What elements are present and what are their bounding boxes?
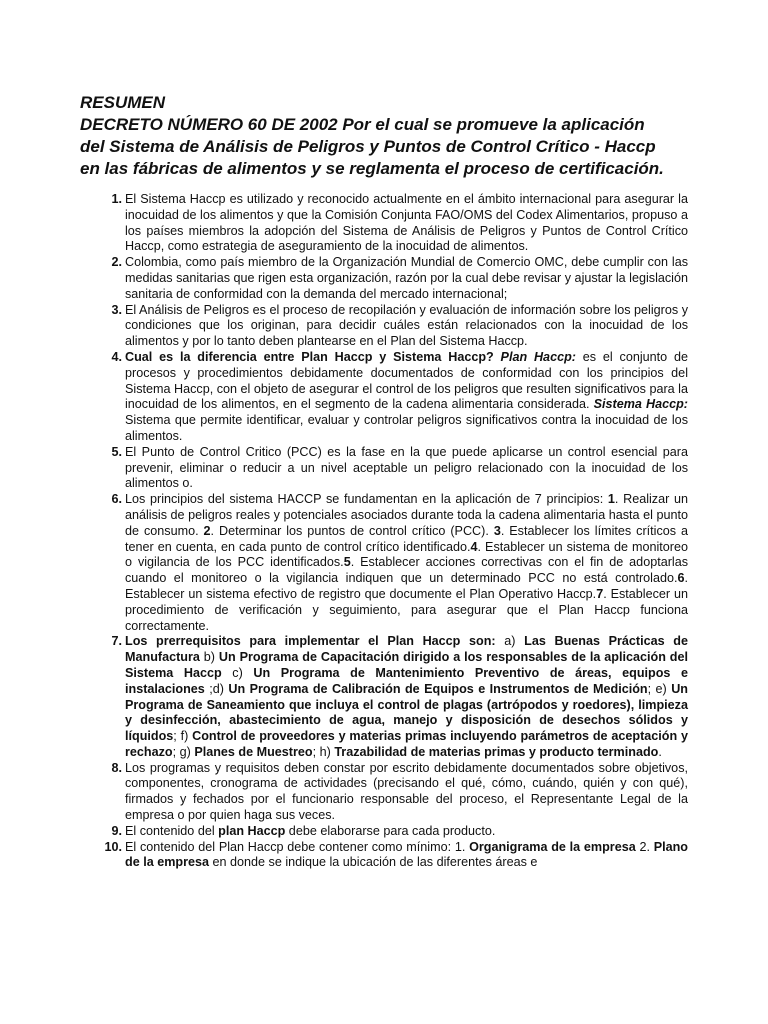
item-number: 9. (111, 823, 122, 838)
prerequisite-h: Trazabilidad de materias primas y producto terminado (334, 744, 659, 759)
principle-number: 3 (493, 523, 501, 538)
title-line-4: en las fábricas de alimentos y se reglamenta el proceso de certificación. (80, 159, 664, 178)
item-text-post: en donde se indique la ubicación de las diferentes áreas e (209, 855, 538, 870)
list-item-5 (80, 445, 688, 492)
item-number: 5. (111, 444, 122, 459)
prerequisite-f: Control de proveedores y materias primas incluyendo parámetros de aceptación y rechazo (125, 729, 688, 759)
list-item-4 (80, 350, 688, 445)
principle-number: 5 (343, 555, 351, 570)
prerequisite-g: Planes de Muestreo (194, 744, 313, 759)
list-item-3 (80, 303, 688, 350)
item-end: . (658, 744, 662, 759)
document-page (80, 92, 688, 871)
item-text: El Punto de Control Critico (PCC) es la fase en la que puede aplicarse un control esencial para prevenir, eliminar o reducir a un nivel aceptable un peligro relacionado con la inocuidad de los alimentos o. (125, 444, 688, 491)
item-number: 1. (111, 192, 122, 206)
item-text-pre: El contenido del (125, 823, 219, 838)
principle-number: 2 (203, 523, 211, 538)
list-item-7 (80, 634, 688, 760)
list-item-9 (80, 824, 688, 840)
item-text: El Sistema Haccp es utilizado y reconocido actualmente en el ámbito internacional para asegurar la inocuidad de los alimentos y que la Comisión Conjunta FAO/OMS del Codex Alimentarios, propuso a los países miembros la adopción del Sistema de Análisis de Peligros y Puntos de Control Crítico Haccp, como estrategia de aseguramiento de la inocuidad de alimentos. (125, 192, 688, 254)
item-text-post: debe elaborarse para cada producto. (285, 823, 496, 838)
item-number: 8. (111, 760, 122, 775)
prerequisite-d: Un Programa de Calibración de Equipos e Instrumentos de Medición (228, 681, 648, 696)
term-plan-haccp: Plan Haccp: (500, 349, 576, 364)
item-text: El Análisis de Peligros es el proceso de recopilación y evaluación de información sobre los peligros y condiciones que los originan, para decidir cuáles están relacionados con la inocuidad de los alimentos y por lo tanto deben plantearse en el Plan del Sistema Haccp. (125, 302, 688, 349)
principle-text: . Realizar un análisis de peligros reales y potenciales asociados durante toda la cadena alimentaria hasta el punto de consumo. (125, 492, 689, 538)
prerequisite-c: Un Programa de Mantenimiento Preventivo de áreas, equipos e instalaciones (125, 665, 688, 696)
principle-text: . Establecer un sistema efectivo de registro que documente el Plan Operativo Haccp. (125, 571, 688, 601)
item-number: 6. (111, 492, 122, 507)
principle-text: . Establecer un procedimiento de verificación y seguimiento, para asegurar que el Plan Haccp funciona correctamente. (125, 586, 688, 633)
principle-number: 1 (607, 492, 615, 507)
title-line-3: del Sistema de Análisis de Peligros y Puntos de Control Crítico - Haccp (80, 137, 656, 156)
title-line-1: RESUMEN (80, 93, 166, 112)
item-question: Cual es la diferencia entre Plan Haccp y Sistema Haccp? (125, 349, 494, 364)
numbered-list (80, 192, 688, 871)
enum-label: c) (221, 665, 254, 680)
item-text: Colombia, como país miembro de la Organización Mundial de Comercio OMC, debe cumplir con las medidas sanitarias que rigen esta organización, razón por la cual debe revisar y ajustar la legislación sanitaria de conformidad con la demanda del mercado internacional; (125, 255, 688, 301)
enum-label: ; e) (647, 681, 672, 696)
principle-number: 7 (596, 586, 604, 601)
document-title (80, 92, 688, 180)
principle-text: . Establecer un sistema de monitoreo o vigilancia de los PCC identificados. (125, 539, 688, 570)
title-line-2: DECRETO NÚMERO 60 DE 2002 Por el cual se promueve la aplicación (80, 115, 645, 134)
item-text-pre: El contenido del Plan Haccp debe contener como mínimo: 1. (125, 839, 470, 854)
definition-plan-haccp: es el conjunto de procesos y procedimientos debidamente documentados de conformidad con los principios del Sistema Haccp, con el objeto de asegurar el control de los peligros que resulten significativos para la inocuidad de los alimentos, en el segmento de la cadena alimentaria considerada. (125, 349, 688, 412)
item-text: Los programas y requisitos deben constar por escrito debidamente documentados sobre objetivos, componentes, cronograma de actividades (precisando el qué, cómo, cuándo, quién y con qué), firmados y fechados por el funcionario responsable del proceso, el Representante Legal de la empresa o por quien haga sus veces. (125, 760, 688, 823)
prerequisite-b: Un Programa de Capacitación dirigido a los responsables de la aplicación del Sistema Haccp (125, 650, 688, 680)
principle-text: . Establecer acciones correctivas con el fin de adoptarlas cuando el monitoreo o la vigilancia indiquen que un determinado PCC no está controlado. (125, 555, 688, 586)
principles-intro: Los principios del sistema HACCP se fundamentan en la aplicación de 7 principios: (125, 492, 608, 507)
list-item-2 (80, 255, 688, 302)
item-number: 3. (111, 302, 122, 317)
list-item-10 (80, 840, 688, 872)
principle-number: 4 (470, 539, 478, 554)
list-item-8 (80, 761, 688, 824)
enum-label: b) (199, 650, 219, 665)
enum-label: ; g) (172, 744, 195, 759)
item-text-bold: plan Haccp (218, 823, 286, 838)
enum-label: a) (495, 634, 525, 649)
principle-number: 6 (677, 571, 685, 586)
enum-label: ; f) (173, 729, 193, 744)
item-number: 7. (111, 634, 122, 649)
content-organigrama: Organigrama de la empresa (469, 839, 636, 854)
prerequisites-lead: Los prerrequisitos para implementar el Plan Haccp son: (125, 634, 496, 649)
principle-text: . Establecer los límites críticos a tener en cuenta, en cada punto de control crítico identificado. (125, 523, 689, 554)
item-number: 4. (111, 349, 122, 364)
definition-sistema-haccp: Sistema que permite identificar, evaluar y controlar peligros significativos contra la inocuidad de los alimentos. (125, 413, 688, 443)
prerequisite-a: Las Buenas Prácticas de Manufactura (125, 634, 688, 665)
item-number: 2. (111, 255, 122, 270)
content-plano: Plano de la empresa (125, 839, 688, 870)
term-sistema-haccp: Sistema Haccp: (593, 397, 688, 412)
principle-text: . Determinar los puntos de control crítico (PCC). (210, 523, 494, 538)
enum-label: ;d) (204, 681, 229, 696)
prerequisite-e: Un Programa de Saneamiento que incluya el control de plagas (artrópodos y roedores), limpieza y desinfección, abastecimiento de agua, manejo y disposición de desechos sólidos y líquidos (125, 681, 688, 744)
list-item-1 (80, 192, 688, 255)
enum-label: ; h) (312, 744, 335, 759)
item-number: 10. (104, 839, 122, 854)
list-item-6 (80, 492, 688, 634)
item-text-mid: 2. (635, 839, 654, 854)
